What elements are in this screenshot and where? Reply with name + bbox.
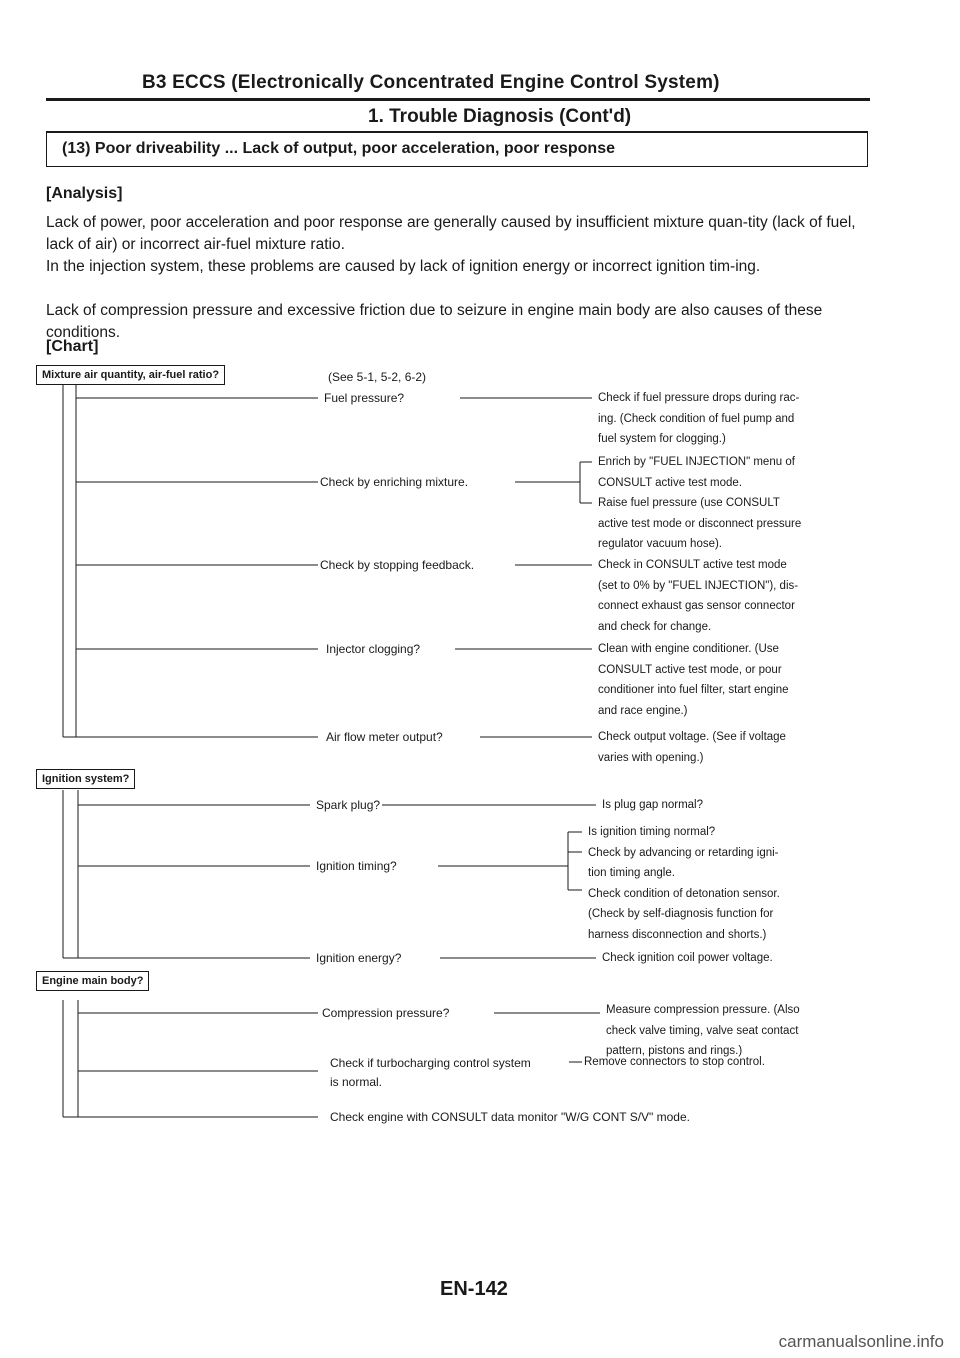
result-compression-pressure: Measure compression pressure. (Also check valve timing, valve seat contact pattern, pistons and rings.) <box>606 1004 800 1057</box>
check-spark-plug: Spark plug? <box>316 798 381 812</box>
watermark: carmanualsonline.info <box>778 1332 944 1351</box>
group-label-engine-main-body: Engine main body? <box>36 971 149 991</box>
result-air-flow-meter: Check output voltage. (See if voltage varies with opening.) <box>598 731 786 764</box>
result-fuel-pressure: Check if fuel pressure drops during rac- ing. (Check condition of fuel pump and fuel system for clogging.) <box>598 392 800 445</box>
check-turbocharging-control: Check if turbocharging control system <box>330 1056 531 1070</box>
analysis-paragraph-1: Lack of power, poor acceleration and poor response are generally caused by insufficient mixture quan-tity (lack of fuel, lack of air) or incorrect air-fuel mixture ratio. <box>46 214 856 253</box>
header-title: B3 ECCS (Electronically Concentrated Engine Control System) <box>142 72 720 93</box>
group-note-mixture: (See 5-1, 5-2, 6-2) <box>328 370 427 384</box>
check-wg-cont-sv-mode: Check engine with CONSULT data monitor "W/G CONT S/V" mode. <box>330 1110 690 1124</box>
check-compression-pressure: Compression pressure? <box>322 1006 450 1020</box>
result-stopping-feedback: Check in CONSULT active test mode (set to 0% by "FUEL INJECTION"), dis- connect exhaust gas sensor connector and check for change. <box>598 559 799 633</box>
check-ignition-timing: Ignition timing? <box>316 859 397 873</box>
analysis-paragraph-2: In the injection system, these problems are caused by lack of ignition energy or incorrect ignition tim-ing. <box>46 258 761 275</box>
check-fuel-pressure: Fuel pressure? <box>324 391 405 405</box>
analysis-paragraph-3: Lack of compression pressure and excessive friction due to seizure in engine main body are also causes of these conditions. <box>46 302 823 341</box>
check-enriching-mixture: Check by enriching mixture. <box>320 475 469 489</box>
group-label-mixture: Mixture air quantity, air-fuel ratio? <box>36 365 225 385</box>
check-injector-clogging: Injector clogging? <box>326 642 421 656</box>
result-turbocharging-control: Remove connectors to stop control. <box>584 1056 765 1068</box>
result-ignition-energy: Check ignition coil power voltage. <box>602 952 773 964</box>
result-enriching-mixture: Enrich by "FUEL INJECTION" menu of CONSULT active test mode. Raise fuel pressure (use CONSULT active test mode or disconnect pressure regulator vacuum hose). <box>598 456 802 550</box>
result-injector-clogging: Clean with engine conditioner. (Use CONSULT active test mode, or pour conditioner into fuel filter, start engine and race engine.) <box>598 643 789 717</box>
section-title: (13) Poor driveability ... Lack of output, poor acceleration, poor response <box>62 140 615 157</box>
result-ignition-timing: Is ignition timing normal? Check by advancing or retarding igni- tion timing angle. Check condition of detonation sensor. (Check by self-diagnosis function for harness disconnection and shorts.) <box>588 826 780 941</box>
analysis-heading: [Analysis] <box>46 185 123 202</box>
header-subtitle: 1. Trouble Diagnosis (Cont'd) <box>368 106 632 127</box>
check-turbocharging-control-cont: is normal. <box>330 1075 383 1089</box>
result-spark-plug: Is plug gap normal? <box>602 799 704 811</box>
group-label-ignition: Ignition system? <box>36 769 135 789</box>
check-stopping-feedback: Check by stopping feedback. <box>320 558 475 572</box>
check-air-flow-meter: Air flow meter output? <box>326 730 443 744</box>
page-number: EN-142 <box>440 1278 508 1300</box>
chart-heading: [Chart] <box>46 338 99 355</box>
check-ignition-energy: Ignition energy? <box>316 951 402 965</box>
